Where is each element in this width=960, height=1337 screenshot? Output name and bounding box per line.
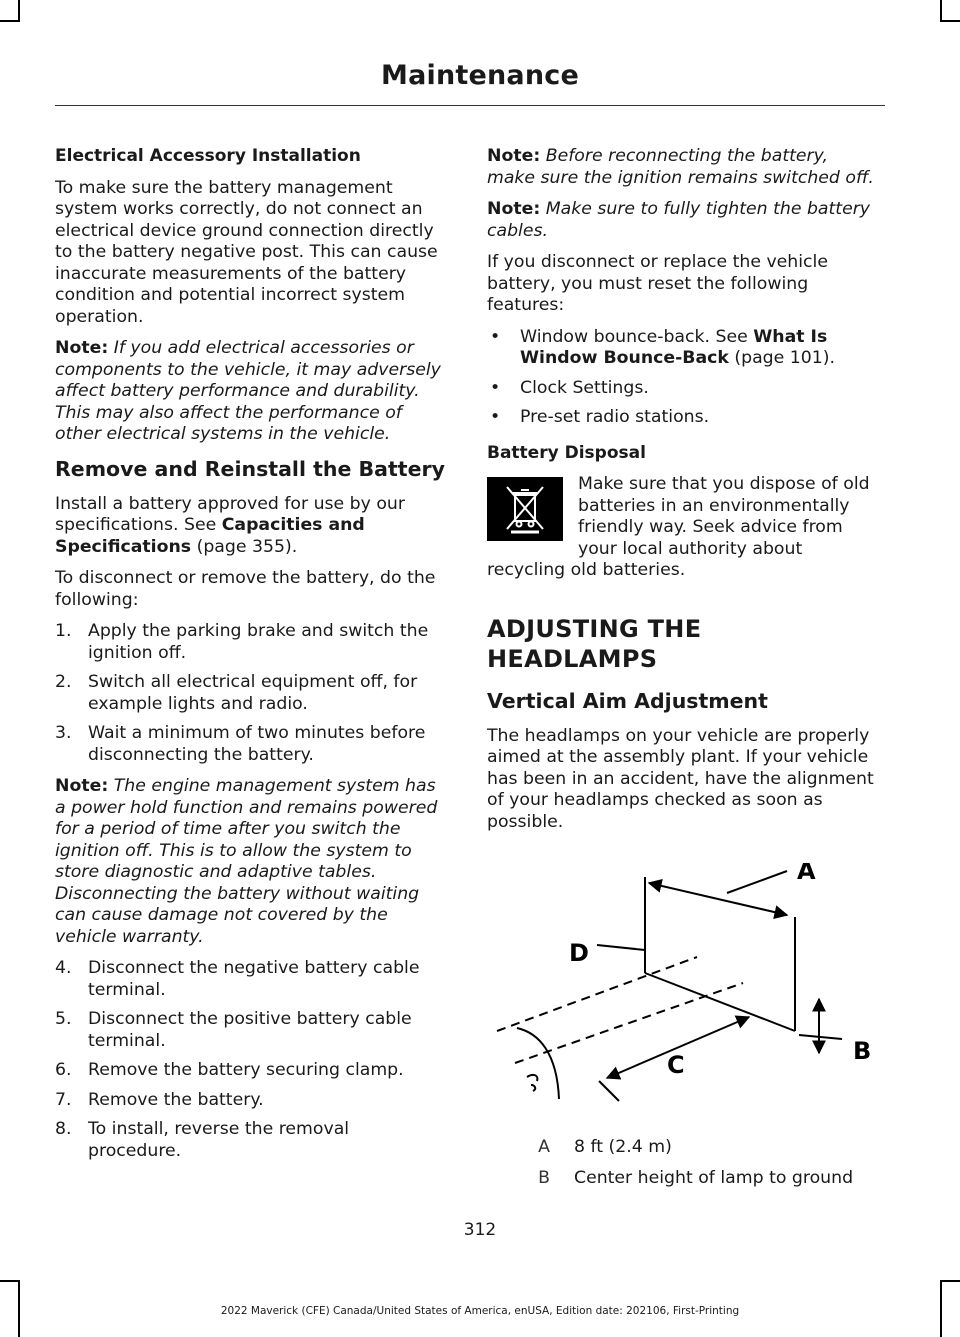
- headlamp-detail: [531, 1085, 535, 1091]
- list-item: [55, 723, 447, 766]
- bullet: •: [490, 326, 501, 347]
- label-a-leader: [727, 871, 787, 893]
- battery-disposal-heading: Battery Disposal: [487, 442, 646, 463]
- window-bounce-xref-link[interactable]: What Is Window Bounce-Back: [520, 326, 828, 368]
- header-divider: [55, 105, 885, 106]
- headlamp-aim-diagram: [487, 863, 879, 1121]
- list-item: [487, 327, 879, 370]
- list-item: [55, 672, 447, 715]
- step-number: 4.: [55, 958, 72, 978]
- crop-mark: [940, 0, 942, 22]
- steps-list-b: [55, 958, 447, 1162]
- step-number: 2.: [55, 672, 72, 692]
- note-power-hold: [55, 776, 447, 948]
- wall-bottom-edge: [645, 973, 795, 1031]
- list-item: [487, 378, 879, 400]
- note-accessories: [55, 338, 447, 446]
- window-bounce-page-ref: (page 101).: [734, 348, 835, 368]
- note-label: Note:: [487, 199, 541, 219]
- reset-features-list: [487, 327, 879, 429]
- legend-row: [487, 1168, 879, 1190]
- battery-disposal-text: Make sure that you dispose of old batteries in an environmentally friendly way. Seek advice from your local authority about recycling old batteries.: [487, 474, 870, 580]
- install-text: Install a battery approved for use by our specifications. See: [55, 493, 405, 535]
- legend-key: A: [538, 1137, 550, 1157]
- bullet: •: [490, 407, 501, 427]
- note-label: Note:: [55, 776, 109, 796]
- vertical-aim-heading: Vertical Aim Adjustment: [487, 688, 768, 713]
- legend-value: 8 ft (2.4 m): [574, 1137, 672, 1157]
- list-item: [55, 621, 447, 664]
- crossed-out-wheelie-bin-icon: [487, 477, 563, 541]
- legend-value: Center height of lamp to ground: [574, 1167, 854, 1188]
- capacities-xref-link[interactable]: Capacities and Specifications: [55, 515, 365, 557]
- reset-intro: If you disconnect or replace the vehicle battery, you must reset the following features:: [487, 252, 828, 315]
- disconnect-intro: To disconnect or remove the battery, do the following:: [55, 568, 436, 610]
- step-text: Remove the battery securing clamp.: [88, 1060, 404, 1080]
- note-text: If you add electrical accessories or components to the vehicle, it may adversely affect battery performance and durability. This may also affect the performance of other electrical systems in the vehicle.: [55, 338, 441, 444]
- figure-legend: [487, 1137, 879, 1189]
- bullet: •: [490, 377, 501, 398]
- list-item: [487, 407, 879, 429]
- list-item: [55, 1060, 447, 1082]
- step-number: 7.: [55, 1089, 72, 1110]
- note-tighten: [487, 199, 879, 242]
- window-bounce-text: Window bounce-back. See: [520, 326, 748, 347]
- step-text: To install, reverse the removal procedure.: [88, 1119, 350, 1161]
- edition-footer: 2022 Maverick (CFE) Canada/United States of America, enUSA, Edition date: 202106, First-Printing: [220, 1305, 740, 1317]
- note-label: Note:: [55, 338, 109, 358]
- adjusting-headlamps-heading: ADJUSTING THE HEADLAMPS: [487, 614, 702, 673]
- beam-upper: [497, 957, 697, 1031]
- bullet-text: Clock Settings.: [520, 377, 649, 398]
- step-number: 1.: [55, 621, 72, 641]
- step-text: Apply the parking brake and switch the ignition off.: [88, 621, 429, 663]
- legend-row: [487, 1137, 879, 1159]
- note-text: The engine management system has a power hold function and remains powered for a period of time after you switch the ignition off. This is to allow the system to store diagnostic and adaptive tables. Disconnecting the battery without waiting can cause damage not covered by the vehicle warranty.: [55, 776, 438, 947]
- crop-mark: [940, 1280, 960, 1282]
- list-item: [55, 1090, 447, 1112]
- page-title: Maintenance: [381, 60, 579, 91]
- legend-key: B: [538, 1167, 550, 1188]
- note-text: Before reconnecting the battery, make sure the ignition remains switched off.: [487, 146, 874, 188]
- note-label: Note:: [487, 146, 541, 166]
- step-text: Wait a minimum of two minutes before disconnecting the battery.: [88, 723, 426, 765]
- headlamp-outline: [527, 1075, 537, 1081]
- step-number: 3.: [55, 723, 72, 743]
- label-d: D: [569, 939, 589, 967]
- page-number: 312: [463, 1220, 497, 1240]
- step-number: 5.: [55, 1009, 72, 1029]
- step-text: Switch all electrical equipment off, for example lights and radio.: [88, 672, 418, 714]
- crop-mark: [0, 20, 20, 22]
- bullet-text: Pre-set radio stations.: [520, 407, 710, 427]
- headlamp-aim-svg: [487, 863, 879, 1121]
- list-item: [55, 1119, 447, 1162]
- right-column: [487, 146, 879, 1198]
- remove-battery-heading: Remove and Reinstall the Battery: [55, 456, 445, 481]
- step-text: Remove the battery.: [88, 1089, 264, 1110]
- electrical-accessory-paragraph: To make sure the battery management system works correctly, do not connect an electrical device ground connection directly to the battery negative post. This can cause inaccurate measurements of the battery condition and potential incorrect system operation.: [55, 177, 438, 327]
- crop-mark: [0, 1280, 20, 1282]
- car-hood-outline: [517, 1028, 559, 1099]
- c-tick: [599, 1081, 619, 1101]
- step-text: Disconnect the negative battery cable terminal.: [88, 958, 420, 1000]
- dimension-a-arrow: [649, 883, 787, 915]
- install-page-ref: (page 355).: [196, 536, 298, 557]
- left-column: [55, 146, 447, 1172]
- label-b: B: [853, 1037, 872, 1065]
- crop-mark: [940, 20, 960, 22]
- install-paragraph: [55, 494, 447, 559]
- step-number: 8.: [55, 1119, 72, 1139]
- list-item: [55, 958, 447, 1001]
- battery-disposal-block: [487, 474, 879, 592]
- electrical-accessory-heading: Electrical Accessory Installation: [55, 146, 361, 166]
- label-d-leader: [597, 945, 645, 950]
- label-a: A: [797, 863, 816, 885]
- vertical-aim-paragraph: The headlamps on your vehicle are properly aimed at the assembly plant. If your vehicle has been in an accident, have the alignment of your headlamps checked as soon as possible.: [487, 725, 874, 832]
- ground-tick: [799, 1035, 842, 1039]
- crop-mark: [18, 0, 20, 22]
- note-text: Make sure to fully tighten the battery cables.: [487, 199, 871, 241]
- step-number: 6.: [55, 1060, 72, 1080]
- step-text: Disconnect the positive battery cable terminal.: [88, 1009, 412, 1051]
- note-reconnect: [487, 146, 879, 189]
- list-item: [55, 1009, 447, 1052]
- bullet-text: [520, 327, 879, 370]
- label-c: C: [667, 1051, 685, 1079]
- steps-list-a: [55, 621, 447, 766]
- beam-lower: [515, 983, 743, 1063]
